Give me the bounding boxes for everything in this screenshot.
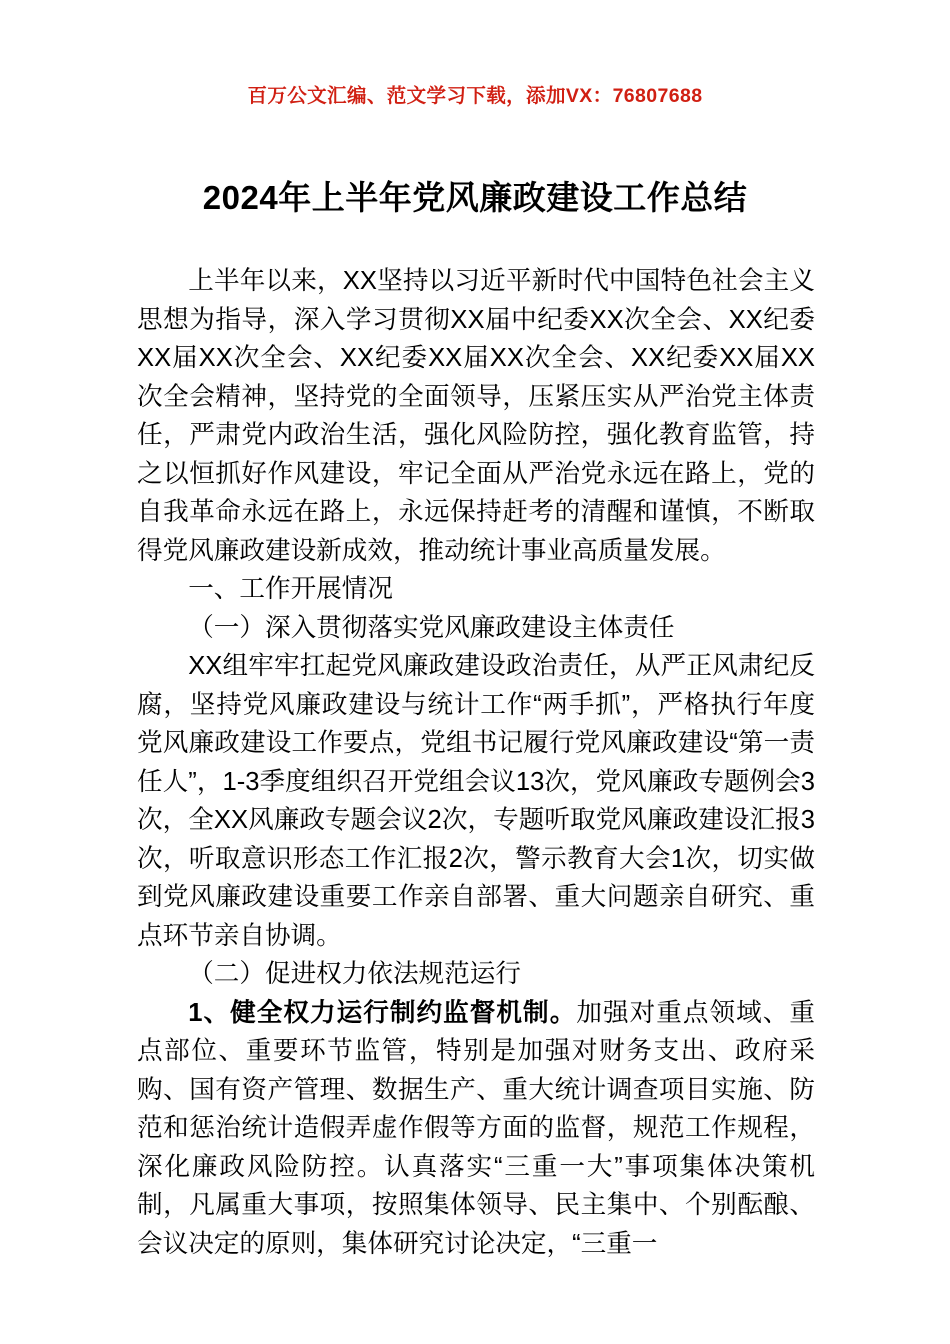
paragraph-section-1-2 [137, 994, 815, 1264]
heading-section-1-1: （一）深入贯彻落实党风廉政建设主体责任 [188, 613, 675, 642]
paragraph-lead-rest: 加强对重点领域、重点部位、重要环节监管，特别是加强对财务支出、政府采购、国有资产管理、数据生产、重大统计调查项目实施、防范和惩治统计造假弄虚作假等方面的监督，规范工作规程，深化廉政风险防控。认真落实“三重一大”事项集体决策机制，凡属重大事项，按照集体领导、民主集中、个别酝酿、会议决定的原则，集体研究讨论决定，“三重一 [137, 998, 815, 1258]
document-body [137, 262, 815, 1263]
heading-section-1-2: （二）促进权力依法规范运行 [188, 960, 521, 988]
promo-banner-text: 百万公文汇编、范文学习下载，添加VX：76807688 [247, 85, 703, 107]
paragraph-intro: 上半年以来，XX坚持以习近平新时代中国特色社会主义思想为指导，深入学习贯彻XX届中纪委XX次全会、XX纪委XX届XX次全会、XX纪委XX届XX次全会、XX纪委XX届XX次全会精神，坚持党的全面领导，压紧压实从严治党主体责任，严肃党内政治生活，强化风险防控，强化教育监管，持之以恒抓好作风建设，牢记全面从严治党永远在路上，党的自我革命永远在路上，永远保持赶考的清醒和谨慎，不断取得党风廉政建设新成效，推动统计事业高质量发展。 [137, 267, 815, 565]
paragraph-section-1-1: XX组牢牢扛起党风廉政建设政治责任，从严正风肃纪反腐，坚持党风廉政建设与统计工作“两手抓”，严格执行年度党风廉政建设工作要点，党组书记履行党风廉政建设“第一责任人”，1-3季度组织召开党组会议13次，党风廉政专题例会3次，全XX风廉政专题会议2次，专题听取党风廉政建设汇报3次，听取意识形态工作汇报2次，警示教育大会1次，切实做到党风廉政建设重要工作亲自部署、重大问题亲自研究、重点环节亲自协调。 [137, 652, 815, 950]
page-title: 2024年上半年党风廉政建设工作总结 [202, 179, 748, 216]
paragraph-lead-bold: 1、健全权力运行制约监督机制。 [188, 998, 577, 1027]
heading-section-1: 一、工作开展情况 [188, 575, 393, 603]
